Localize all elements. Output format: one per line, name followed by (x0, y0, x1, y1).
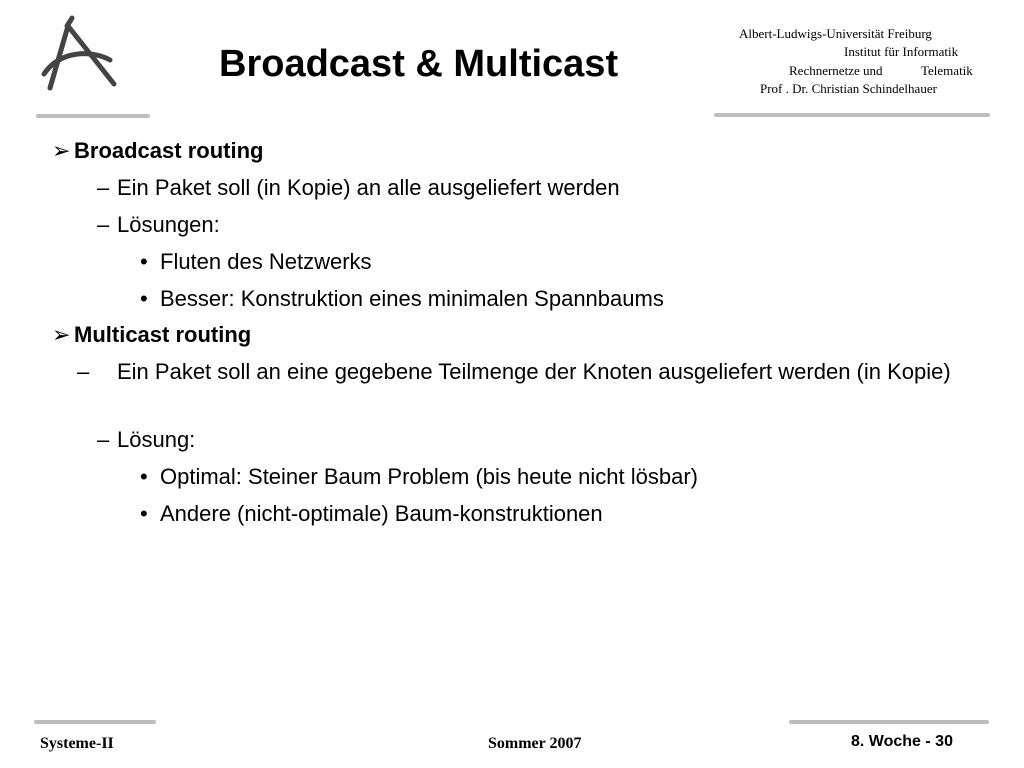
dot-bullet: • (140, 501, 148, 526)
list-item-text: Ein Paket soll (in Kopie) an alle ausgeliefert werden (117, 175, 620, 200)
footer-rule-right (789, 720, 989, 724)
list-item (97, 425, 195, 455)
list-item (97, 173, 620, 203)
section-heading-text: Multicast routing (74, 322, 252, 347)
arrow-bullet-icon: ➢ (52, 138, 71, 163)
list-item-text: Ein Paket soll an eine gegebene Teilmenge der Knoten ausgeliefert werden (in Kopie) (117, 359, 951, 384)
dash-bullet: – (97, 175, 110, 200)
section-heading-multicast (52, 320, 251, 350)
sub-list-item (140, 247, 372, 277)
arrow-bullet-icon: ➢ (52, 322, 71, 347)
sub-list-item-text: Besser: Konstruktion eines minimalen Spannbaums (160, 286, 664, 311)
header-rule-right (714, 113, 990, 117)
header-rule-left (36, 114, 150, 118)
footer-rule-left (34, 720, 156, 724)
slide-title: Broadcast & Multicast (219, 43, 619, 85)
list-item-text: Lösung: (117, 427, 196, 452)
sub-list-item (140, 284, 664, 314)
dot-bullet: • (140, 464, 148, 489)
university-name: Albert-Ludwigs-Universität Freiburg (739, 26, 932, 41)
list-item (77, 357, 997, 387)
sub-list-item (140, 499, 603, 529)
chair-name-part2: Telematik (921, 63, 973, 78)
chair-name-part1: Rechnernetze und (789, 63, 883, 78)
dash-bullet: – (97, 427, 110, 452)
sub-list-item-text: Andere (nicht-optimale) Baum-konstruktionen (160, 501, 603, 526)
dot-bullet: • (140, 286, 148, 311)
footer-term: Sommer 2007 (488, 735, 582, 752)
footer-page-number: 8. Woche - 30 (851, 733, 953, 750)
dash-bullet: – (77, 359, 90, 384)
list-item-text: Lösungen: (117, 212, 220, 237)
list-item (97, 210, 220, 240)
section-heading-text: Broadcast routing (74, 138, 264, 163)
dash-bullet: – (97, 212, 110, 237)
footer-course: Systeme-II (40, 735, 114, 752)
dot-bullet: • (140, 249, 148, 274)
section-heading-broadcast (52, 136, 263, 166)
professor-name: Prof . Dr. Christian Schindelhauer (760, 81, 937, 96)
sub-list-item (140, 462, 698, 492)
institute-name: Institut für Informatik (844, 44, 959, 59)
sub-list-item-text: Optimal: Steiner Baum Problem (bis heute nicht lösbar) (160, 464, 699, 489)
university-logo-icon (40, 14, 124, 94)
sub-list-item-text: Fluten des Netzwerks (160, 249, 372, 274)
